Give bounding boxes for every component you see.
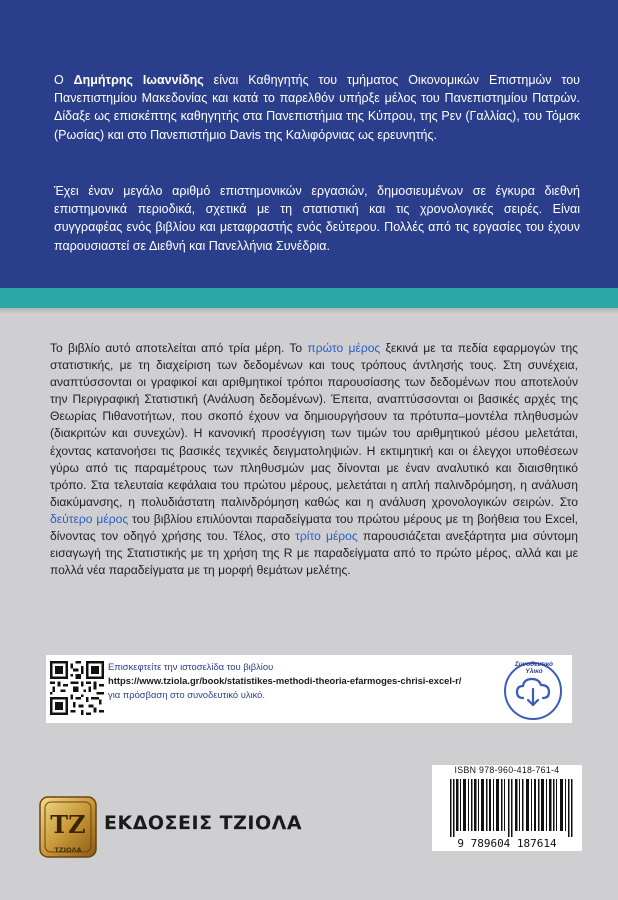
barcode-icon	[446, 779, 576, 837]
website-note: για πρόσβαση στο συνοδευτικό υλικό.	[108, 689, 265, 700]
isbn-label: ISBN 978-960-418-761-4	[454, 765, 560, 775]
qr-code-icon[interactable]	[50, 661, 104, 715]
stripe-shadow	[0, 308, 618, 314]
website-url-link[interactable]: https://www.tziola.gr/book/statistikes-methodi-theoria-efarmoges-chrisi-excel-r/	[108, 675, 462, 686]
second-part-link[interactable]: δεύτερο μέρος	[50, 511, 129, 526]
description-text: ξεκινά με τα πεδία εφαρμογών της στατιστικής, με τη διαχείριση των δεδομένων και τους τρόπους άντλησής τους. Στη συνέχεια, αναπτύσσονται οι γραφικοί και αριθμητικοί τρόποι παρουσίασης των δεδομένων που αποτελούν την Περιγραφική Στατιστική (Ανάλυση δεδομένων). Έπειτα, αναπτύσσονται οι βασικές αρχές της Θεωρίας Πιθανοτήτων, που σκοπό έχουν να δημιουργήσουν τα πρότυπα–μοντέλα πληθυσμών (διακριτών και συνεχών). Η κανονική προσέγγιση των τιμών του αριθμητικού μέσου μελετάται, έχοντας κατανοήσει τις βασικές τεχνικές δειγματοληψιών. Η εκτιμητική και οι έλεγχοι υποθέσεων γύρω από τις παραμέτρους των πληθυσμών μας δίνονται με έναν αναλυτικό και διαισθητικό τρόπο. Στα τελευταία κεφάλαια του πρώτου μέρους, μελετάται η απλή παλινδρόμηση, η ανάλυση διακύμανσης, η πολυδιάστατη παλινδρόμηση καθώς και η ανάλυση χρονολογικών σειρών. Στο	[50, 341, 579, 509]
third-part-link[interactable]: τρίτο μέρος	[295, 529, 358, 544]
book-description	[50, 340, 578, 579]
description-text: παρουσιάζεται ανεξάρτητα μια σύντομη εισαγωγή της Στατιστικής με τη χρήση της R με παραδείγματα από το πρώτο μέρος, αλλά και με πολλά νέα παραδείγματα με τη μορφή θεμάτων μελέτης.	[50, 529, 578, 578]
author-name: Δημήτρης Ιωαννίδης	[73, 73, 204, 87]
author-bio-paragraph-1	[54, 71, 580, 144]
barcode-block	[432, 765, 582, 851]
companion-material-badge[interactable]	[504, 662, 562, 720]
website-intro: Επισκεφτείτε την ιστοσελίδα του βιβλίου	[108, 661, 274, 672]
author-bio-panel	[0, 0, 618, 288]
first-part-link[interactable]: πρώτο μέρος	[307, 341, 381, 355]
barcode-digits: 9 789604 187614	[457, 837, 557, 850]
website-box	[46, 655, 572, 723]
description-text: Το βιβλίο αυτό αποτελείται από τρία μέρη. Το	[50, 341, 308, 355]
logo-caption: ΤΖΙΟΛΑ	[54, 846, 82, 854]
badge-label: Συνοδευτικό Υλικό	[514, 661, 554, 675]
teal-stripe	[0, 288, 618, 308]
description-text: του βιβλίου επιλύονται παραδείγματα του πρώτου μέρους με τη βοήθεια του Excel, δίνοντας τον οδηγό χρήσης του. Τέλος, στο	[50, 511, 578, 544]
bio-text-prefix: Ο	[54, 73, 74, 87]
website-text	[108, 660, 518, 702]
publisher-name: ΕΚΔΟΣΕΙΣ ΤΖΙΟΛΑ	[104, 812, 303, 834]
author-bio-paragraph-2: Έχει έναν μεγάλο αριθμό επιστημονικών εργασιών, δημοσιευμένων σε έγκυρα διεθνή επιστημονικά περιοδικά, σχετικά με τη στατιστική και τις χρονολογικές σειρές. Είναι συγγραφέας ενός βιβλίου και μεταφραστής ενός δεύτερου. Πολλές από τις εργασίες του έχουν παρουσιαστεί σε Διεθνή και Πανελλήνια Συνέδρια.	[54, 184, 580, 253]
logo-letters: TZ	[50, 810, 86, 839]
bio-text-rest: είναι Καθηγητής του τμήματος Οικονομικών Επιστημών του Πανεπιστημίου Μακεδονίας και κατά το παρελθόν υπήρξε μέλος του Πανεπιστημίου Πατρών. Δίδαξε ως επισκέπτης καθηγητής στα Πανεπιστήμια της Κύπρου, της Ρεν (Γαλλίας), του Τόμσκ (Ρωσίας) και στο Πανεπιστήμιο Davis της Καλιφόρνιας ως ερευνητής.	[54, 73, 581, 142]
